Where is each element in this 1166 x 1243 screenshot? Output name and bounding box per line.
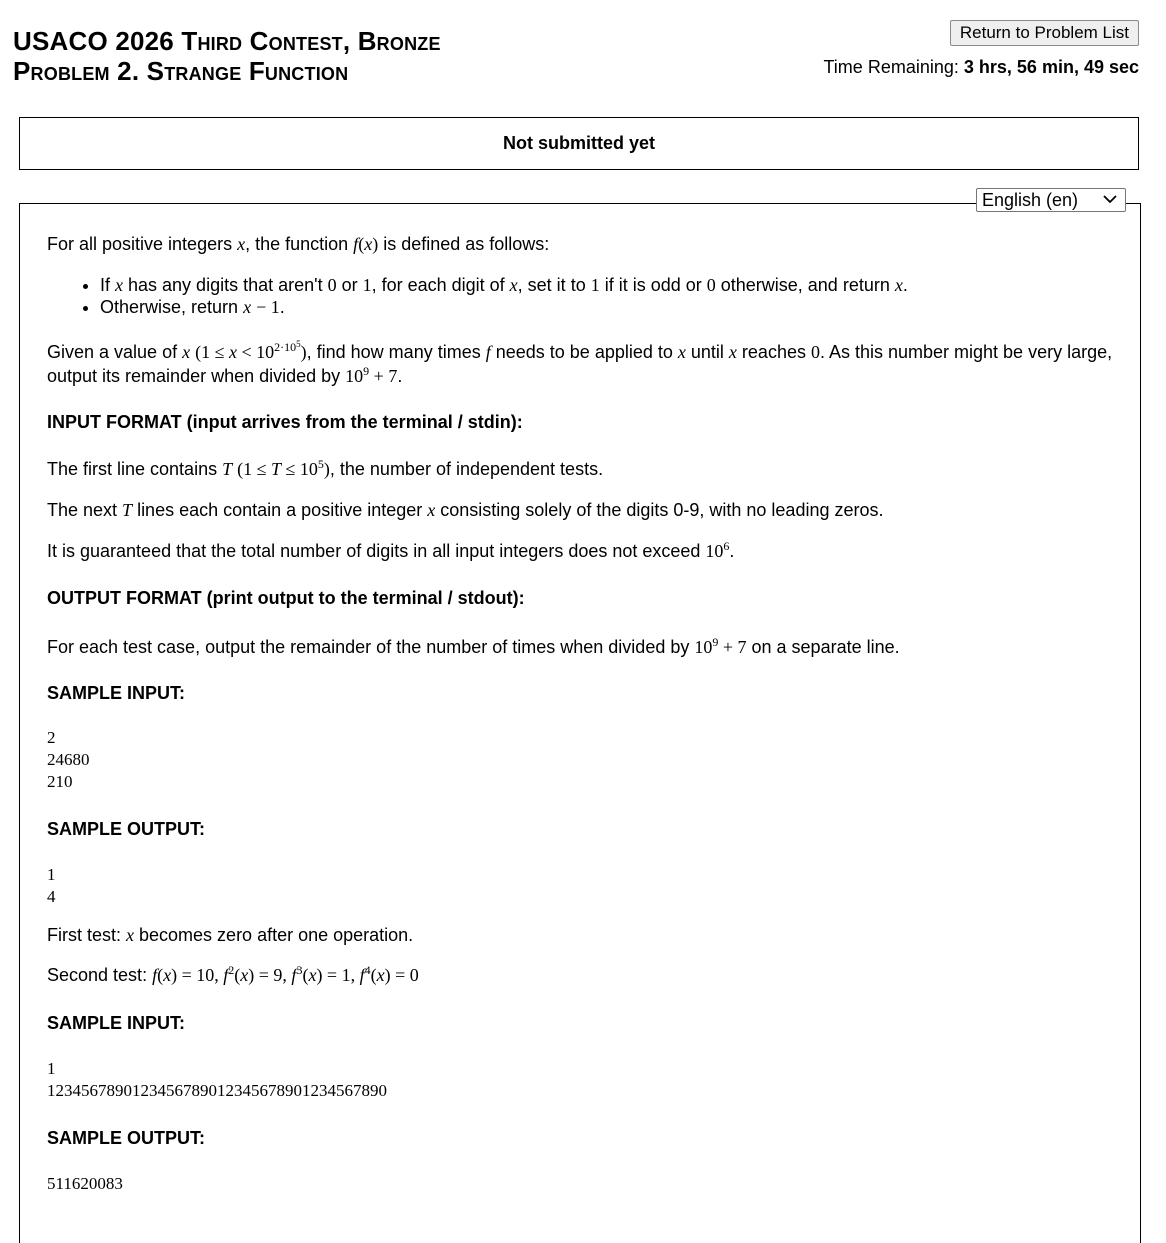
page-title <box>13 26 441 86</box>
input-format-line2: The next T lines each contain a positive integer x consisting solely of the digits 0-9, with no leading zeros. <box>47 500 884 520</box>
time-remaining-value: 3 hrs, 56 min, 49 sec <box>963 57 1139 77</box>
problem-intro: For all positive integers x, the function f(x) is defined as follows: <box>47 234 550 254</box>
problem-title: Problem 2. Strange Function <box>13 56 349 86</box>
chevron-down-icon <box>1103 192 1117 206</box>
sample-output-block: 1 4 <box>47 865 56 906</box>
sample-input-heading: SAMPLE INPUT: <box>47 683 186 703</box>
function-rules <box>47 274 1122 318</box>
language-select[interactable] <box>976 188 1126 212</box>
problem-task: Given a value of x $(1 \le x < 10^{2\cdot 10^5})$, find how many times f needs to be applied to x until x reaches 0. As this number might be very large, output its remainder when divided by $10^9 + 7$. <box>47 339 1113 386</box>
input-format-heading: INPUT FORMAT (input arrives from the terminal / stdin): <box>47 412 523 432</box>
language-select-value: English (en) <box>982 190 1079 210</box>
sample-output-block-2: 511620083 <box>47 1174 123 1193</box>
rule-item: • Otherwise, return x − 1. <box>100 296 1122 318</box>
time-remaining <box>823 56 1139 78</box>
rule-item: • If x has any digits that aren't 0 or 1, for each digit of x, set it to 1 if it is odd or 0 otherwise, and return x. <box>100 274 1122 296</box>
sample-explanation-2: Second test: f(x) = 10, $f^2(x) = 9$, $f^3(x) = 1$, $f^4(x) = 0$ <box>47 963 419 985</box>
sample-output-heading: SAMPLE OUTPUT: <box>47 819 206 839</box>
submission-status <box>19 117 1139 170</box>
sample-output-heading-2: SAMPLE OUTPUT: <box>47 1128 206 1148</box>
problem-content <box>47 232 1122 1195</box>
sample-input-heading-2: SAMPLE INPUT: <box>47 1013 186 1033</box>
output-format-line1: For each test case, output the remainder of the number of times when divided by $10^9 + 7$ on a separate line. <box>47 635 900 657</box>
submission-status-text: Not submitted yet <box>502 133 655 153</box>
return-to-problem-list-button[interactable]: Return to Problem List <box>950 20 1139 46</box>
output-format-heading: OUTPUT FORMAT (print output to the terminal / stdout): <box>47 588 525 608</box>
sample-explanation-1: First test: x becomes zero after one operation. <box>47 925 414 945</box>
sample-input-block: 2 24680 210 <box>47 728 90 791</box>
input-format-line1: The first line contains T $(1 \le T \le 10^5)$, the number of independent tests. <box>47 457 604 479</box>
time-remaining-label: Time Remaining: <box>823 57 959 77</box>
input-format-line3: It is guaranteed that the total number of digits in all input integers does not exceed $10^6$. <box>47 539 735 561</box>
contest-title: USACO 2026 Third Contest, Bronze <box>13 26 441 56</box>
sample-input-block-2: 1 1234567890123456789012345678901234567890 <box>47 1059 387 1100</box>
